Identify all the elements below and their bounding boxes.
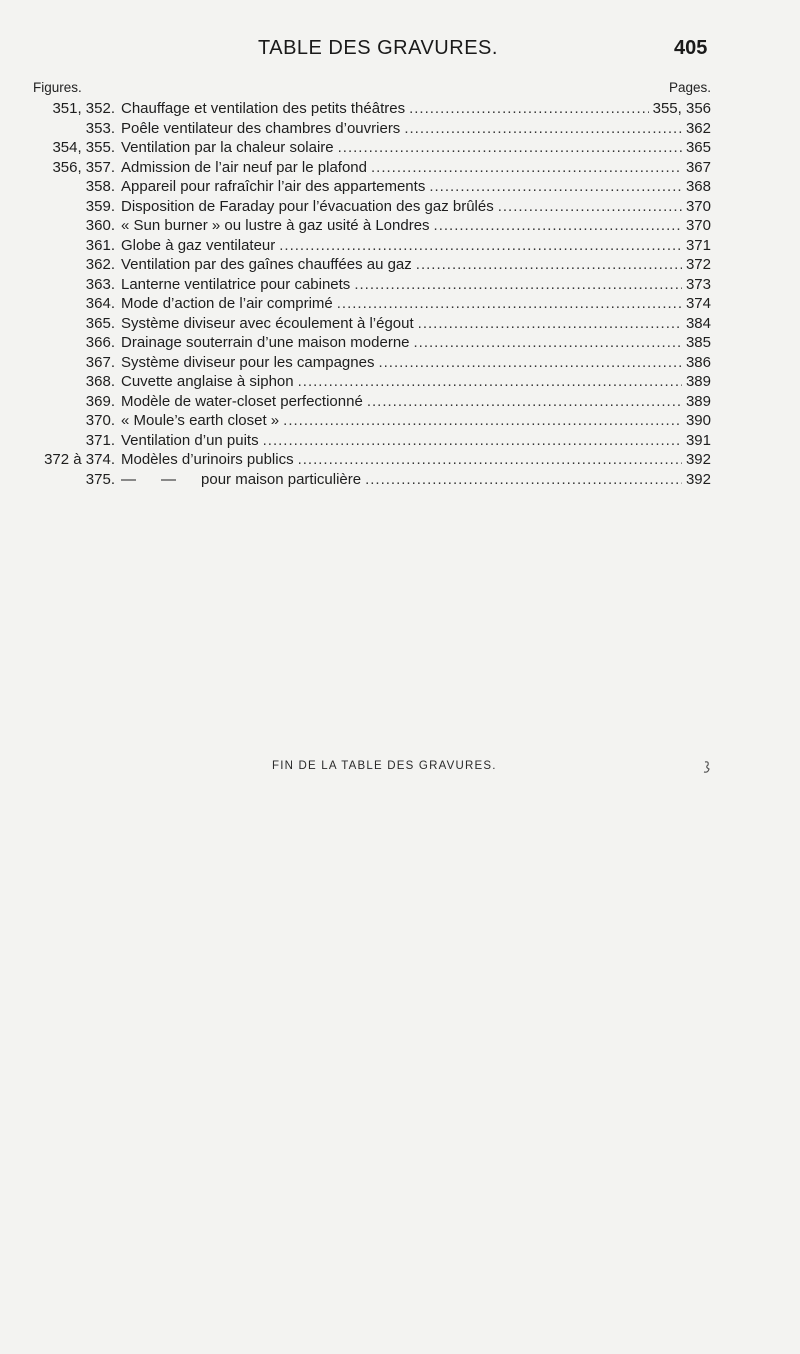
figure-title: Mode d’action de l’air comprimé <box>121 295 333 312</box>
page-reference: 362 <box>685 119 711 137</box>
toc-row <box>33 431 711 451</box>
dot-leader <box>498 197 682 217</box>
dot-leader <box>378 353 682 373</box>
figure-title: Modèles d’urinoirs publics <box>121 451 294 468</box>
figure-number: 358. <box>85 178 115 195</box>
figure-number: 364. <box>85 295 115 312</box>
dot-leader <box>409 99 649 119</box>
page-reference: 373 <box>685 275 711 293</box>
toc-row <box>33 333 711 353</box>
dot-leader <box>434 216 682 236</box>
running-head <box>0 37 800 67</box>
toc-row <box>33 411 711 431</box>
figure-title: Admission de l’air neuf par le plafond <box>121 158 367 176</box>
toc-row <box>33 470 711 490</box>
dot-leader <box>418 314 682 334</box>
figure-number: 360. <box>85 217 115 234</box>
page-reference: 384 <box>685 314 711 332</box>
toc-row <box>33 236 711 256</box>
page-reference: 391 <box>685 431 711 449</box>
figure-title: Système diviseur avec écoulement à l’égout <box>121 314 414 332</box>
printer-mark-icon <box>702 760 712 774</box>
figure-number: 354, 355. <box>52 139 115 156</box>
page-reference: 371 <box>685 236 711 254</box>
figure-title: Chauffage et ventilation des petits théâtres <box>121 100 406 117</box>
dot-leader <box>414 333 682 353</box>
dot-leader <box>279 236 682 256</box>
figure-number: 369. <box>85 392 115 410</box>
page-reference: 392 <box>685 470 711 488</box>
figure-title: Poêle ventilateur des chambres d’ouvriers <box>121 119 401 137</box>
figure-title: « Moule’s earth closet » <box>121 412 280 429</box>
dot-leader <box>283 411 682 431</box>
toc-row <box>33 138 711 158</box>
figure-number: 365. <box>85 314 115 332</box>
toc-row <box>33 294 711 314</box>
page-reference: 370 <box>685 197 711 215</box>
end-of-table-note: FIN DE LA TABLE DES GRAVURES. <box>272 760 497 772</box>
page-reference: 385 <box>685 334 711 351</box>
figure-title: Drainage souterrain d’une maison moderne <box>121 334 410 351</box>
dot-leader <box>337 294 682 314</box>
figure-title: Disposition de Faraday pour l’évacuation des gaz brûlés <box>121 197 494 215</box>
toc-row <box>33 275 711 295</box>
page-reference: 372 <box>685 256 711 273</box>
toc-row <box>33 158 711 178</box>
page-number: 405 <box>674 37 708 59</box>
page-reference: 370 <box>685 217 711 234</box>
page-reference: 368 <box>685 178 711 195</box>
toc-row <box>33 372 711 392</box>
toc-row <box>33 353 711 373</box>
figure-title: Modèle de water-closet perfectionné <box>121 392 363 410</box>
toc-row <box>33 255 711 275</box>
figure-title: Ventilation par des gaînes chauffées au gaz <box>121 256 412 273</box>
page-reference: 389 <box>685 392 711 410</box>
figure-title: Ventilation d’un puits <box>121 431 259 449</box>
figure-number: 361. <box>85 236 115 254</box>
running-title: TABLE DES GRAVURES. <box>258 37 498 59</box>
page-reference: 355, 356 <box>652 100 711 117</box>
dot-leader <box>371 158 682 178</box>
dot-leader <box>429 177 682 197</box>
figure-number: 366. <box>85 334 115 351</box>
pages-column-heading: Pages. <box>668 80 711 95</box>
dot-leader <box>263 431 682 451</box>
dot-leader <box>298 450 682 470</box>
figure-number: 351, 352. <box>52 100 115 117</box>
figure-title: Globe à gaz ventilateur <box>121 236 276 254</box>
dot-leader <box>354 275 682 295</box>
figure-number: 370. <box>85 412 115 429</box>
page-reference: 389 <box>685 373 711 390</box>
toc-row <box>33 99 711 119</box>
figure-title: — — pour maison particulière <box>121 470 362 488</box>
figure-number: 368. <box>85 373 115 390</box>
toc-row <box>33 392 711 412</box>
toc-row <box>33 177 711 197</box>
figure-title: Appareil pour rafraîchir l’air des appartements <box>121 178 426 195</box>
page-reference: 367 <box>685 158 711 176</box>
dot-leader <box>338 138 682 158</box>
figure-number: 356, 357. <box>52 158 115 176</box>
figure-number: 371. <box>85 431 115 449</box>
toc-row <box>33 216 711 236</box>
toc-row <box>33 450 711 470</box>
figure-title: Système diviseur pour les campagnes <box>121 353 375 371</box>
page-reference: 390 <box>685 412 711 429</box>
page-reference: 365 <box>685 139 711 156</box>
toc-row <box>33 197 711 217</box>
figure-number: 372 à 374. <box>44 451 115 468</box>
dot-leader <box>367 392 682 412</box>
figures-column-heading: Figures. <box>33 80 82 95</box>
page-reference: 386 <box>685 353 711 371</box>
figure-number: 359. <box>85 197 115 215</box>
figure-title: Lanterne ventilatrice pour cabinets <box>121 275 351 293</box>
table-of-figures <box>33 99 711 489</box>
figure-title: « Sun burner » ou lustre à gaz usité à Londres <box>121 217 430 234</box>
toc-row <box>33 314 711 334</box>
figure-number: 363. <box>85 275 115 293</box>
page-reference: 392 <box>685 451 711 468</box>
figure-number: 375. <box>85 470 115 488</box>
dot-leader <box>298 372 682 392</box>
page-reference: 374 <box>685 295 711 312</box>
dot-leader <box>416 255 682 275</box>
toc-row <box>33 119 711 139</box>
figure-title: Ventilation par la chaleur solaire <box>121 139 334 156</box>
dot-leader <box>404 119 682 139</box>
figure-number: 367. <box>85 353 115 371</box>
figure-title: Cuvette anglaise à siphon <box>121 373 294 390</box>
figure-number: 362. <box>85 256 115 273</box>
dot-leader <box>365 470 682 490</box>
figure-number: 353. <box>85 119 115 137</box>
